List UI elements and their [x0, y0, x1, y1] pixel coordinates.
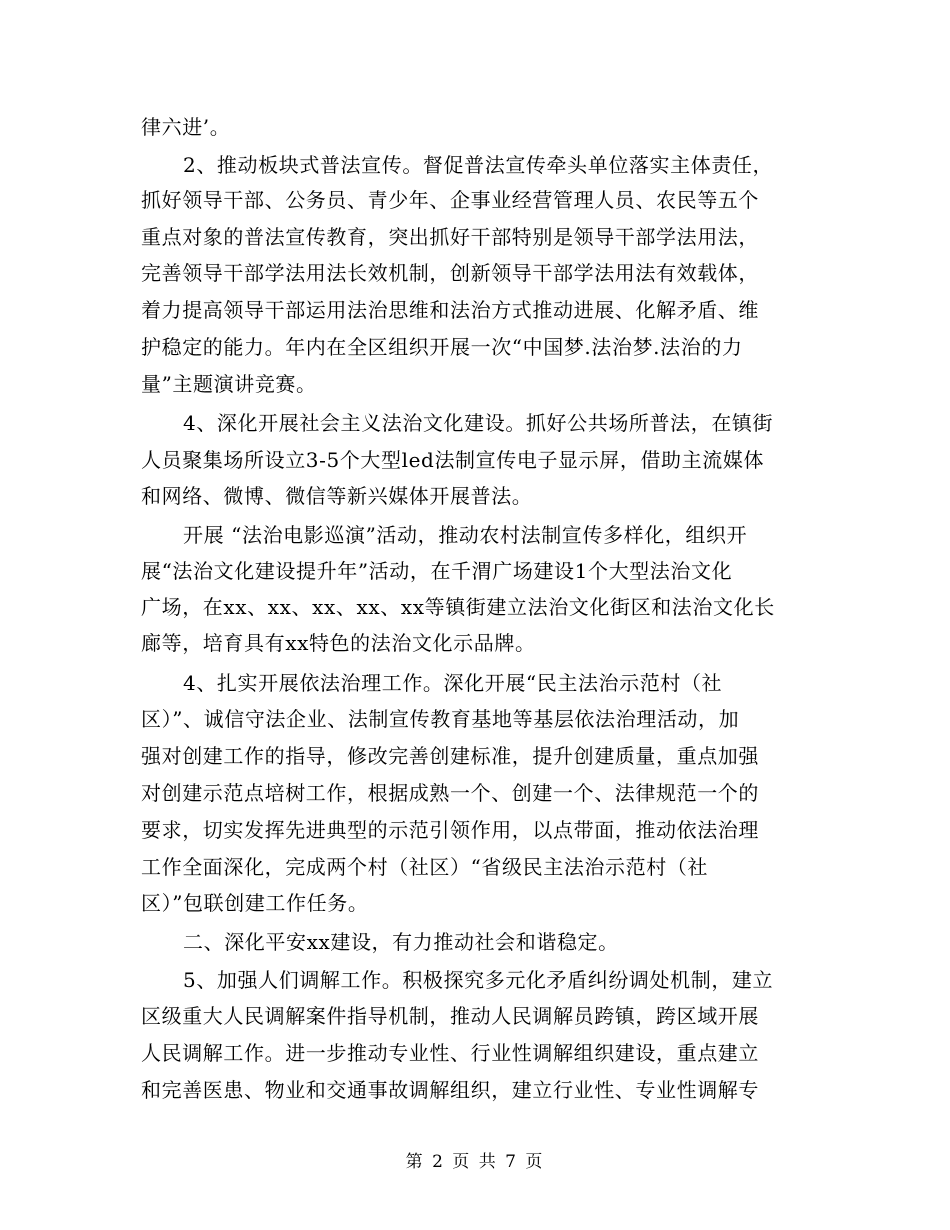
text-line: 着力提高领导干部运用法治思维和法治方式推动进展、化解矛盾、维 [141, 298, 759, 322]
text-line: 要求，切实发挥先进典型的示范引领作用，以点带面，推动依法治理 [141, 818, 759, 842]
text-line: 广场，在xx、xx、xx、xx、xx等镇街建立法治文化街区和法治文化长 [141, 595, 775, 619]
text-line: 量”主题演讲竞赛。 [141, 372, 317, 396]
paragraph-start: 开展 “法治电影巡演”活动，推动农村法制宣传多样化，组织开 [183, 523, 748, 547]
text-line: 展“法治文化建设提升年”活动，在千渭广场建设1个大型法治文化 [141, 559, 733, 583]
section-heading: 二、深化平安xx建设，有力推动社会和谐稳定。 [183, 930, 619, 954]
text-line: 人民调解工作。进一步推动专业性、行业性调解组织建设，重点建立 [141, 1041, 759, 1065]
text-line: 强对创建工作的指导，修改完善创建标准，提升创建质量，重点加强 [141, 744, 759, 768]
text-line: 区）”包联创建工作任务。 [141, 891, 369, 915]
text-line: 人员聚集场所设立3-5个大型led法制宣传电子显示屏，借助主流媒体 [141, 448, 765, 472]
text-line: 和完善医患、物业和交通事故调解组织，建立行业性、专业性调解专 [141, 1078, 759, 1102]
text-line: 重点对象的普法宣传教育，突出抓好干部特别是领导干部学法用法， [141, 225, 759, 249]
page-number-footer: 第 2 页 共 7 页 [405, 1152, 545, 1172]
paragraph-start: 5、加强人们调解工作。积极探究多元化矛盾纠纷调处机制，建立 [183, 968, 774, 992]
text-line: 护稳定的能力。年内在全区组织开展一次“中国梦.法治梦.法治的力 [141, 335, 743, 359]
text-line: 廊等，培育具有xx特色的法治文化示品牌。 [141, 631, 536, 655]
text-line: 律六进’。 [141, 115, 231, 139]
text-line: 工作全面深化，完成两个村（社区）“省级民主法治示范村（社 [141, 855, 709, 879]
paragraph-start: 2、推动板块式普法宣传。督促普法宣传牵头单位落实主体责任， [183, 153, 774, 177]
text-line: 和网络、微博、微信等新兴媒体开展普法。 [141, 484, 533, 508]
text-line: 完善领导干部学法用法长效机制，创新领导干部学法用法有效载体， [141, 261, 759, 285]
paragraph-start: 4、深化开展社会主义法治文化建设。抓好公共场所普法，在镇街 [183, 411, 774, 435]
text-line: 抓好领导干部、公务员、青少年、企事业经营管理人员、农民等五个 [141, 188, 759, 212]
text-line: 区）”、诚信守法企业、法制宣传教育基地等基层依法治理活动，加 [141, 707, 740, 731]
paragraph-start: 4、扎实开展依法治理工作。深化开展“民主法治示范村（社 [183, 671, 723, 695]
text-line: 对创建示范点培树工作，根据成熟一个、创建一个、法律规范一个的 [141, 781, 759, 805]
text-line: 区级重大人民调解案件指导机制，推动人民调解员跨镇，跨区域开展 [141, 1004, 759, 1028]
